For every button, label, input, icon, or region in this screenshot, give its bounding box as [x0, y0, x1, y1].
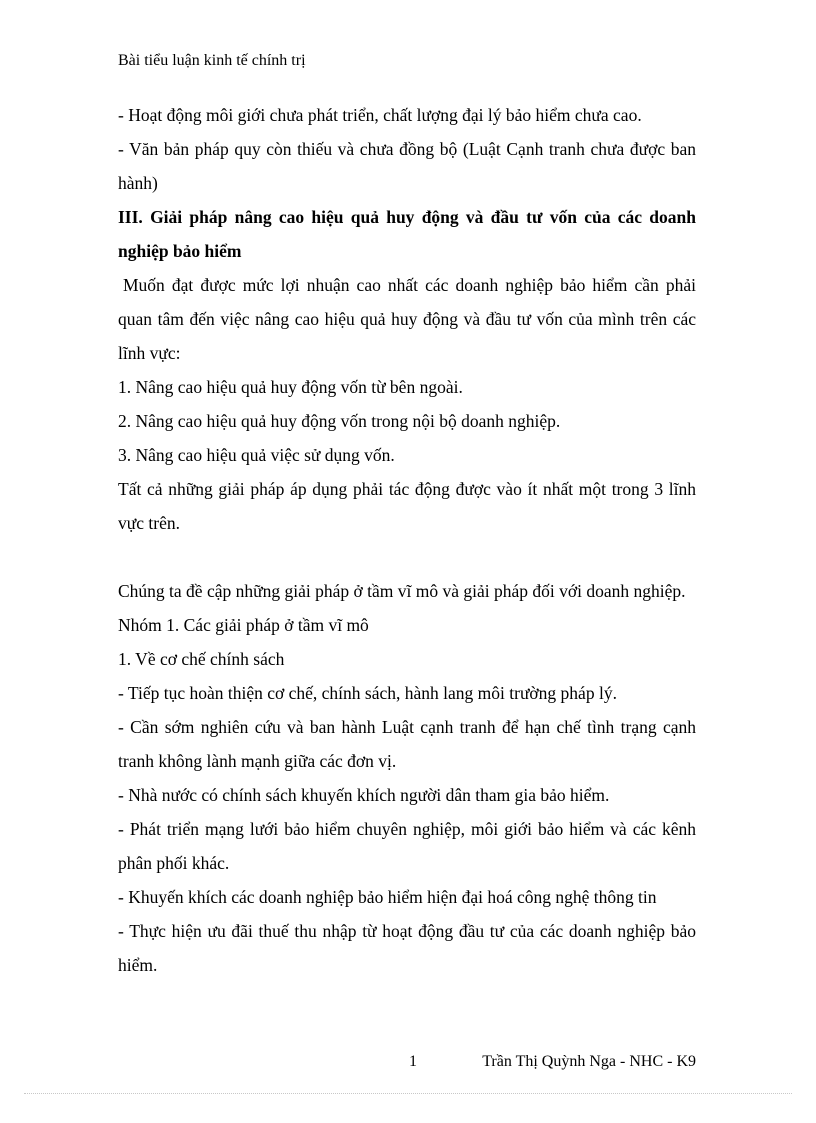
page-number: 1 [409, 1053, 417, 1070]
section-heading-iii: III. Giải pháp nâng cao hiệu quả huy động và đầu tư vốn của các doanh nghiệp bảo hiểm [118, 207, 696, 261]
paragraph-summary: Tất cả những giải pháp áp dụng phải tác động được vào ít nhất một trong 3 lĩnh vực trên. [118, 479, 696, 533]
paragraph-overview: Chúng ta đề cập những giải pháp ở tầm vĩ mô và giải pháp đối với doanh nghiệp. [118, 581, 686, 601]
footer-author: Trần Thị Quỳnh Nga - NHC - K9 [482, 1053, 696, 1070]
page-bottom-border [24, 1093, 792, 1094]
bullet-item: - Tiếp tục hoàn thiện cơ chế, chính sách, hành lang môi trường pháp lý. [118, 683, 617, 703]
paragraph-brokerage: - Hoạt động môi giới chưa phát triển, chất lượng đại lý bảo hiểm chưa cao. [118, 105, 642, 125]
list-item-1: 1. Nâng cao hiệu quả huy động vốn từ bên ngoài. [118, 377, 463, 397]
bullet-item: - Phát triển mạng lưới bảo hiểm chuyên nghiệp, môi giới bảo hiểm và các kênh phân phối khác. [118, 819, 696, 873]
list-item-3: 3. Nâng cao hiệu quả việc sử dụng vốn. [118, 445, 395, 465]
paragraph-intro: Muốn đạt được mức lợi nhuận cao nhất các doanh nghiệp bảo hiểm cần phải quan tâm đến việc nâng cao hiệu quả huy động và đầu tư vốn của mình trên các lĩnh vực: [118, 275, 696, 363]
document-body [118, 98, 696, 982]
subsection-heading: 1. Về cơ chế chính sách [118, 649, 285, 669]
group-heading: Nhóm 1. Các giải pháp ở tầm vĩ mô [118, 615, 369, 635]
paragraph-legal-documents: - Văn bản pháp quy còn thiếu và chưa đồng bộ (Luật Cạnh tranh chưa được ban hành) [118, 139, 696, 193]
blank-line [118, 540, 696, 574]
bullet-item: - Thực hiện ưu đãi thuế thu nhập từ hoạt động đầu tư của các doanh nghiệp bảo hiểm. [118, 921, 696, 975]
list-item-2: 2. Nâng cao hiệu quả huy động vốn trong nội bộ doanh nghiệp. [118, 411, 561, 431]
page-header: Bài tiểu luận kinh tế chính trị [118, 52, 306, 69]
bullet-item: - Khuyến khích các doanh nghiệp bảo hiểm hiện đại hoá công nghệ thông tin [118, 887, 657, 907]
bullet-item: - Nhà nước có chính sách khuyến khích người dân tham gia bảo hiểm. [118, 785, 610, 805]
bullet-item: - Cần sớm nghiên cứu và ban hành Luật cạnh tranh để hạn chế tình trạng cạnh tranh không lành mạnh giữa các đơn vị. [118, 717, 696, 771]
